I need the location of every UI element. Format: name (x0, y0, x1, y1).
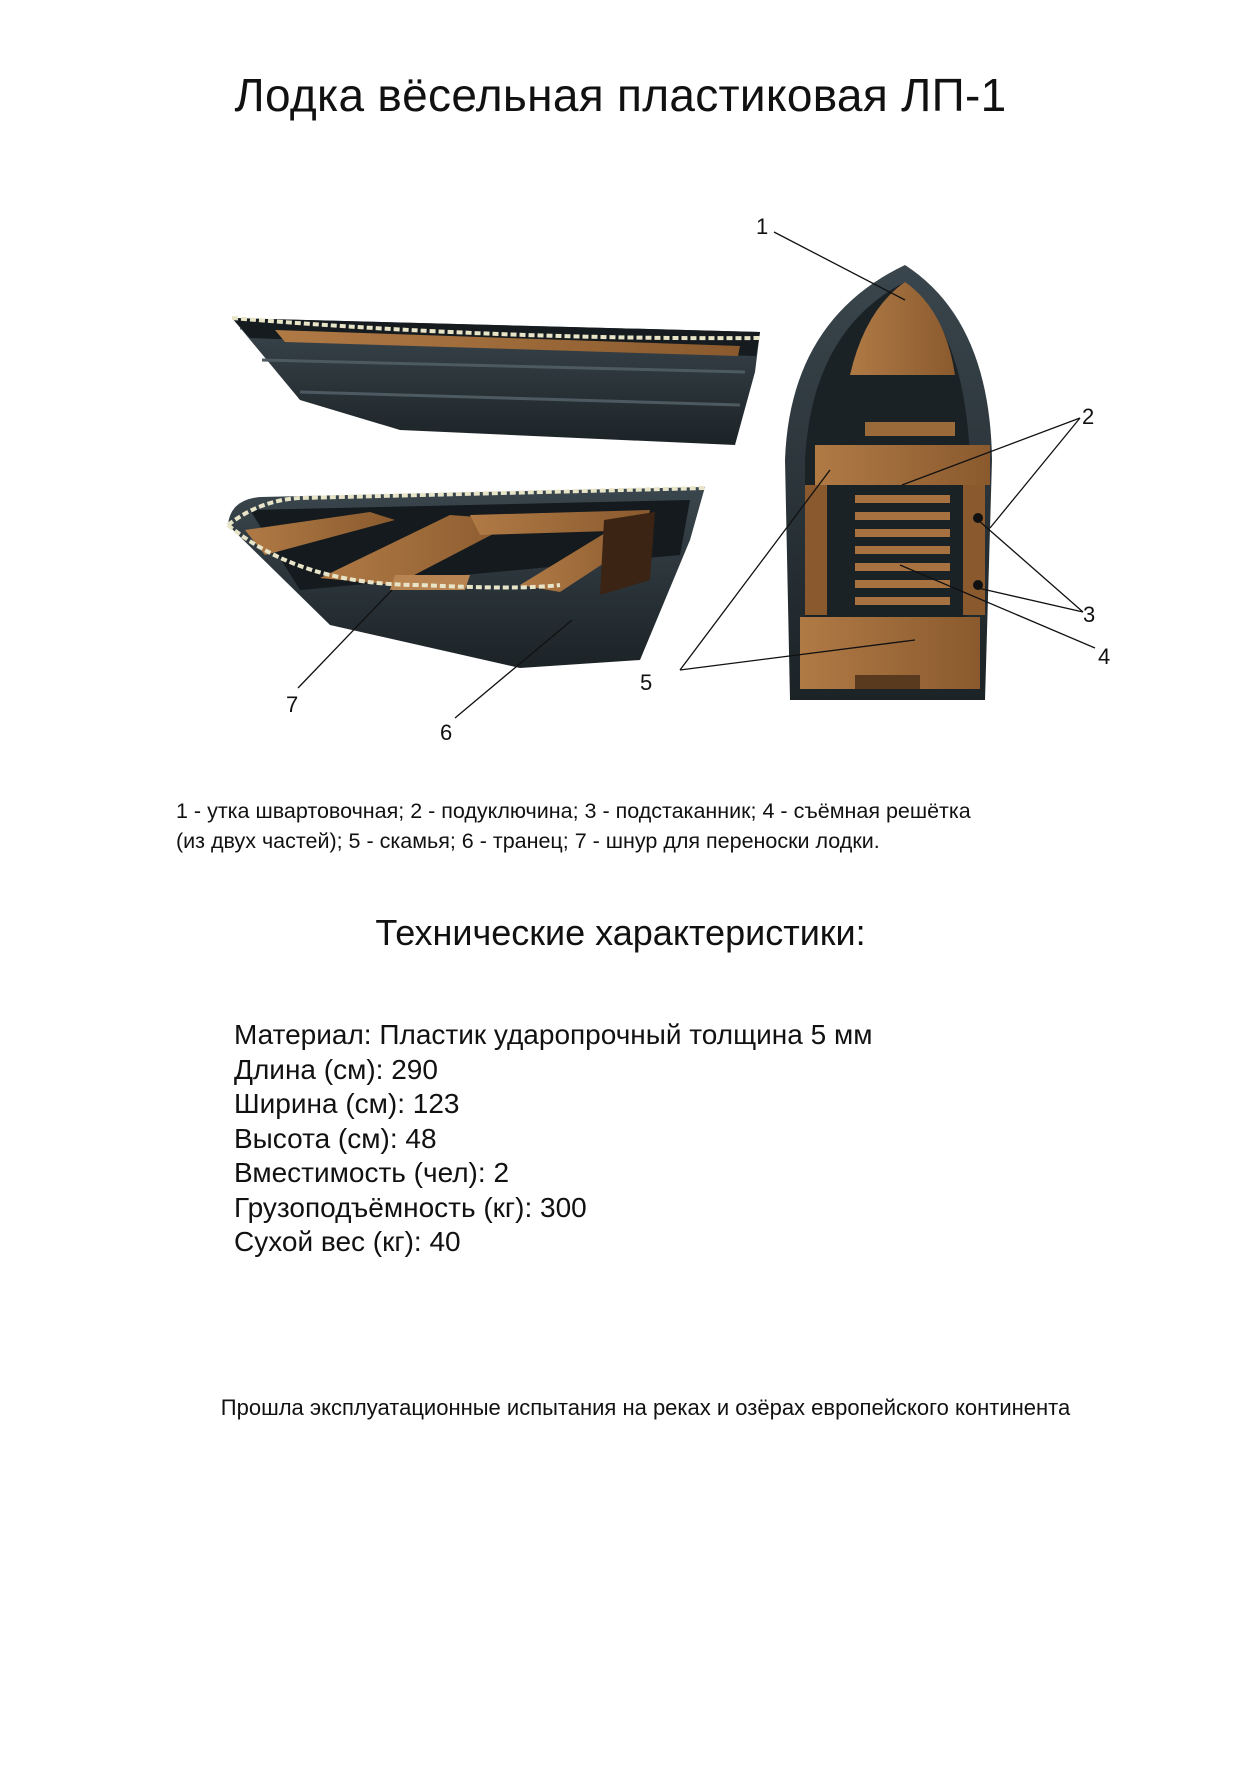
callout-4: 4 (1098, 644, 1111, 669)
legend-line-2: (из двух частей); 5 - скамья; 6 - транец; 7 - шнур для переноски лодки. (176, 829, 880, 853)
spec-material: Материал: Пластик ударопрочный толщина 5 мм (234, 1019, 873, 1050)
boat-side-view (232, 318, 760, 445)
spec-width: Ширина (см): 123 (234, 1088, 460, 1119)
page-title: Лодка вёсельная пластиковая ЛП-1 (234, 69, 1007, 121)
legend-line-1: 1 - утка швартовочная; 2 - подуключина; 3 - подстаканник; 4 - съёмная решётка (176, 799, 971, 823)
legend (176, 796, 1136, 856)
spec-length: Длина (см): 290 (234, 1053, 438, 1085)
boat-illustration (0, 0, 1241, 780)
callout-7: 7 (286, 692, 299, 717)
footer-note: Прошла эксплуатационные испытания на реках и озёрах европейского континента (220, 1395, 1071, 1420)
specs-list (234, 1018, 872, 1260)
callout-3: 3 (1083, 602, 1096, 627)
callout-5: 5 (640, 670, 653, 695)
spec-height: Высота (см): 48 (234, 1122, 437, 1154)
specs-heading: Технические характеристики: (375, 912, 866, 953)
callout-2: 2 (1082, 404, 1095, 429)
boat-three-quarter-view (228, 487, 705, 668)
spec-load: Грузоподъёмность (кг): 300 (234, 1191, 587, 1223)
callout-1: 1 (756, 214, 769, 239)
boat-top-view (785, 265, 992, 700)
spec-weight: Сухой вес (кг): 40 (234, 1226, 461, 1257)
spec-capacity: Вместимость (чел): 2 (234, 1157, 510, 1188)
callout-6: 6 (440, 720, 453, 745)
